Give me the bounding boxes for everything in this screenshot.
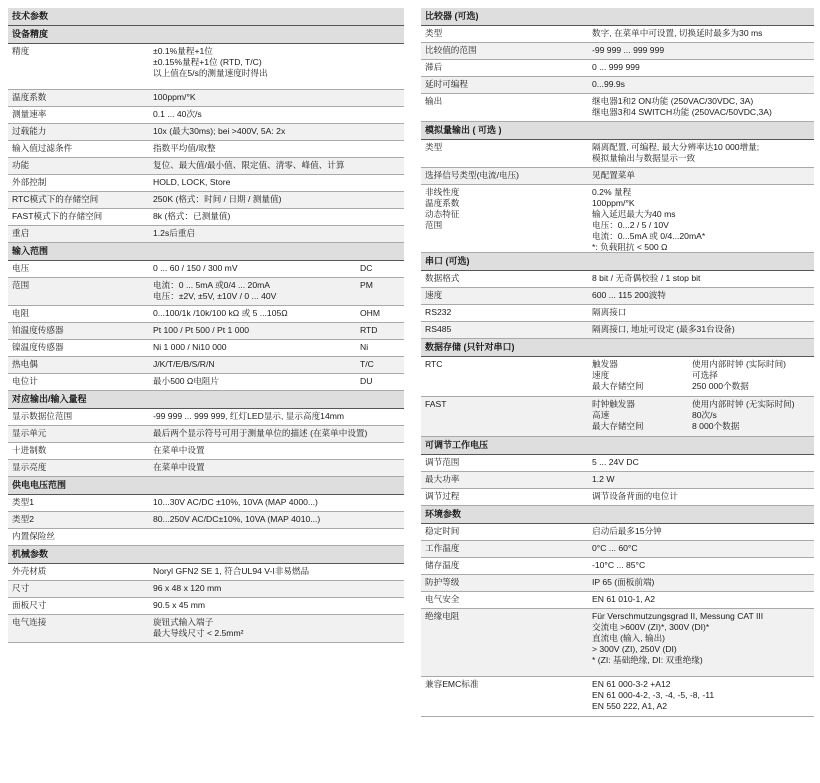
spec-value-line: Pt 100 / Pt 500 / Pt 1 000 bbox=[153, 325, 250, 335]
spec-row bbox=[421, 60, 814, 77]
spec-value-line: 启动后最多15分钟 bbox=[592, 526, 662, 536]
spec-label: 电气安全 bbox=[425, 594, 460, 604]
spec-value-line: 电流：0...5mA 或 0/4...20mA* bbox=[592, 231, 706, 241]
spec-label: 比较值的范围 bbox=[425, 45, 477, 55]
spec-value-line: 0°C ... 60°C bbox=[592, 543, 638, 553]
spec-value-line: -10°C ... 85°C bbox=[592, 560, 646, 570]
spec-unit: Ni bbox=[360, 342, 369, 352]
spec-value-line: 直流电 (输入, 输出) bbox=[592, 633, 666, 643]
spec-label: 尺寸 bbox=[12, 583, 30, 593]
spec-row bbox=[421, 271, 814, 288]
spec-sublabel: 最大存储空间 bbox=[592, 421, 644, 431]
spec-label: RS232 bbox=[425, 307, 452, 317]
spec-value bbox=[592, 594, 814, 605]
spec-label-line: 温度系数 bbox=[425, 198, 460, 208]
spec-value-line: 电压：±2V, ±5V, ±10V / 0 ... 40V bbox=[153, 291, 277, 301]
spec-value-line: EN 61 000-3-2 +A12 bbox=[592, 679, 671, 689]
spec-value-line: -99 999 ... 999 999, 红灯LED显示, 显示高度14mm bbox=[153, 411, 345, 421]
section-header: 设备精度 bbox=[8, 26, 404, 44]
spec-label: 显示单元 bbox=[12, 428, 47, 438]
spec-value-line: 以上值在5/s的测量速度时得出 bbox=[153, 68, 268, 78]
spec-value bbox=[592, 290, 814, 301]
spec-row bbox=[8, 158, 404, 175]
spec-row bbox=[8, 409, 404, 426]
spec-label: 类型1 bbox=[12, 497, 34, 507]
spec-label: 调节范围 bbox=[425, 457, 460, 467]
spec-value-line: 调节设备背面的电位计 bbox=[592, 491, 678, 501]
spec-sublabel: 时钟触发器 bbox=[592, 399, 635, 409]
spec-label-line: 范围 bbox=[425, 220, 443, 230]
spec-value-line: 最大导线尺寸 < 2.5mm² bbox=[153, 628, 244, 638]
spec-value-line: 输入延迟最大为40 ms bbox=[592, 209, 676, 219]
spec-value-line: 1.2 W bbox=[592, 474, 615, 484]
spec-value bbox=[592, 577, 814, 588]
spec-row bbox=[421, 541, 814, 558]
spec-label: RTC bbox=[425, 359, 443, 369]
spec-value bbox=[153, 46, 404, 79]
spec-value bbox=[153, 325, 360, 336]
spec-value-table bbox=[592, 359, 814, 392]
spec-value bbox=[153, 617, 404, 639]
spec-unit: DC bbox=[360, 263, 373, 273]
spec-value-line: 600 ... 115 200波特 bbox=[592, 290, 666, 300]
spec-value bbox=[153, 600, 404, 611]
spec-value-line: 0...100/1k /10k/100 kΩ 或 5 ...105Ω bbox=[153, 308, 288, 318]
spec-value-line: 100ppm/°K bbox=[153, 92, 196, 102]
spec-value-line: * (ZI: 基础绝缘, DI: 双重绝缘) bbox=[592, 655, 703, 665]
spec-value-line: > 300V (ZI), 250V (DI) bbox=[592, 644, 677, 654]
spec-row bbox=[421, 489, 814, 506]
spec-value-line: 在菜单中设置 bbox=[153, 445, 205, 455]
spec-value-line: 8 bit / 无奇偶校验 / 1 stop bit bbox=[592, 273, 701, 283]
spec-value-line: 电流：0 ... 5mA 或0/4 ... 20mA bbox=[153, 280, 271, 290]
spec-unit: PM bbox=[360, 280, 373, 290]
spec-value bbox=[153, 177, 404, 188]
spec-label: 功能 bbox=[12, 160, 30, 170]
spec-value-line: 8k (格式：已测量值) bbox=[153, 211, 231, 221]
spec-value bbox=[153, 280, 360, 302]
spec-value bbox=[153, 109, 404, 120]
spec-value-line: 最后两个显示符号可用于测量单位的描述 (在菜单中设置) bbox=[153, 428, 368, 438]
spec-value-line: ±0.1%量程+1位 bbox=[153, 46, 213, 56]
spec-row bbox=[421, 357, 814, 397]
section-header: 环境参数 bbox=[421, 506, 814, 524]
spec-row bbox=[421, 26, 814, 43]
spec-value-line: 数字, 在菜单中可设置, 切换延时最多为30 ms bbox=[592, 28, 763, 38]
spec-row bbox=[8, 564, 404, 581]
spec-value-line: Für Verschmutzungsgrad II, Messung CAT III bbox=[592, 611, 764, 621]
spec-value-line: 最小500 Ω电阻片 bbox=[153, 376, 220, 386]
spec-value-line: 5 ... 24V DC bbox=[592, 457, 639, 467]
spec-value-line: 0...99.9s bbox=[592, 79, 625, 89]
spec-subcol-value bbox=[692, 399, 814, 432]
spec-value-line: 指数平均值/取整 bbox=[153, 143, 216, 153]
spec-value-line: 电压：0...2 / 5 / 10V bbox=[592, 220, 669, 230]
spec-row bbox=[8, 124, 404, 141]
spec-label: 重启 bbox=[12, 228, 30, 238]
spec-value bbox=[153, 143, 404, 154]
spec-value bbox=[153, 428, 404, 439]
spec-value bbox=[592, 679, 814, 712]
spec-row bbox=[8, 306, 404, 323]
spec-label: 十进制数 bbox=[12, 445, 47, 455]
spec-value bbox=[153, 445, 404, 456]
spec-unit: DU bbox=[360, 376, 373, 386]
spec-label: 镍温度传感器 bbox=[12, 342, 64, 352]
spec-unit: OHM bbox=[360, 308, 381, 318]
spec-value-line: ±0.15%量程+1位 (RTD, T/C) bbox=[153, 57, 262, 67]
spec-value-line: 96 x 48 x 120 mm bbox=[153, 583, 222, 593]
spec-value bbox=[592, 28, 814, 39]
spec-label: 内置保险丝 bbox=[12, 531, 55, 541]
spec-row bbox=[8, 175, 404, 192]
spec-value bbox=[153, 92, 404, 103]
spec-value-line: 10x (最大30ms); bei >400V, 5A: 2x bbox=[153, 126, 286, 136]
spec-label: 滞后 bbox=[425, 62, 443, 72]
spec-row bbox=[421, 288, 814, 305]
spec-value bbox=[153, 228, 404, 239]
spec-label: 类型2 bbox=[12, 514, 34, 524]
spec-sublabel: 高速 bbox=[592, 410, 610, 420]
spec-value bbox=[592, 457, 814, 468]
spec-row bbox=[8, 107, 404, 124]
spec-label: FAST模式下的存储空间 bbox=[12, 211, 103, 221]
spec-value-line: 100ppm/°K bbox=[592, 198, 635, 208]
left-spec-column bbox=[8, 8, 404, 643]
spec-label: 调节过程 bbox=[425, 491, 460, 501]
spec-value bbox=[153, 497, 404, 508]
section-header: 串口 (可选) bbox=[421, 253, 814, 271]
spec-label: 电气连接 bbox=[12, 617, 47, 627]
spec-value-line: 90.5 x 45 mm bbox=[153, 600, 206, 610]
spec-label: 电压 bbox=[12, 263, 30, 273]
spec-row bbox=[421, 524, 814, 541]
spec-label: 延时可编程 bbox=[425, 79, 468, 89]
spec-value bbox=[592, 187, 814, 253]
spec-label: RTC模式下的存储空间 bbox=[12, 194, 99, 204]
spec-row bbox=[421, 609, 814, 677]
spec-value bbox=[592, 526, 814, 537]
spec-value-line: HOLD, LOCK, Store bbox=[153, 177, 231, 187]
spec-row bbox=[8, 443, 404, 460]
spec-value-line: EN 550 222, A1, A2 bbox=[592, 701, 668, 711]
spec-value-line: -99 999 ... 999 999 bbox=[592, 45, 665, 55]
spec-subcol-label bbox=[592, 399, 692, 432]
spec-label: 输出 bbox=[425, 96, 443, 106]
spec-subvalue: 可选择 bbox=[692, 370, 718, 380]
spec-label: 外壳材质 bbox=[12, 566, 47, 576]
spec-value bbox=[592, 142, 814, 164]
spec-label-line: 非线性度 bbox=[425, 187, 460, 197]
spec-label: 最大功率 bbox=[425, 474, 460, 484]
spec-label: 过载能力 bbox=[12, 126, 47, 136]
spec-row bbox=[8, 374, 404, 391]
spec-value bbox=[592, 96, 814, 118]
spec-row bbox=[8, 323, 404, 340]
spec-subvalue: 使用内部时钟 (无实际时间) bbox=[692, 399, 795, 409]
spec-row bbox=[421, 677, 814, 717]
spec-value bbox=[153, 514, 404, 525]
spec-label: FAST bbox=[425, 399, 447, 409]
spec-value bbox=[153, 583, 404, 594]
spec-value bbox=[153, 308, 360, 319]
spec-value-line: J/K/T/E/B/S/R/N bbox=[153, 359, 215, 369]
spec-value-line: *: 负载阻抗 < 500 Ω bbox=[592, 242, 668, 252]
spec-unit: RTD bbox=[360, 325, 378, 335]
spec-label: 数据格式 bbox=[425, 273, 460, 283]
spec-value bbox=[153, 376, 360, 387]
spec-value-line: 隔离配置, 可编程, 最大分辨率达10 000增量; bbox=[592, 142, 760, 152]
spec-row bbox=[8, 460, 404, 477]
spec-label: 稳定时间 bbox=[425, 526, 460, 536]
spec-value-line: 1.2s后重启 bbox=[153, 228, 196, 238]
right-spec-column bbox=[421, 8, 814, 717]
spec-row bbox=[421, 43, 814, 60]
spec-value-line: 0 ... 60 / 150 / 300 mV bbox=[153, 263, 238, 273]
spec-value bbox=[592, 307, 814, 318]
spec-value bbox=[153, 411, 404, 422]
spec-label: 工作温度 bbox=[425, 543, 460, 553]
spec-value bbox=[592, 62, 814, 73]
spec-value-line: Noryl GFN2 SE 1, 符合UL94 V-I非易燃品 bbox=[153, 566, 310, 576]
spec-label: 测量速率 bbox=[12, 109, 47, 119]
spec-label: 热电偶 bbox=[12, 359, 38, 369]
spec-value-line: Ni 1 000 / Ni10 000 bbox=[153, 342, 227, 352]
spec-value bbox=[592, 45, 814, 56]
spec-value bbox=[153, 462, 404, 473]
spec-label: 速度 bbox=[425, 290, 443, 300]
section-header: 可调节工作电压 bbox=[421, 437, 814, 455]
spec-value-line: IP 65 (面板前端) bbox=[592, 577, 655, 587]
spec-value-line: 10...30V AC/DC ±10%, 10VA (MAP 4000...) bbox=[153, 497, 318, 507]
spec-row bbox=[421, 77, 814, 94]
section-header: 模拟量输出 ( 可选 ) bbox=[421, 122, 814, 140]
section-header: 对应输出/输入量程 bbox=[8, 391, 404, 409]
spec-subvalue: 使用内部时钟 (实际时间) bbox=[692, 359, 787, 369]
spec-value-line: 0 ... 999 999 bbox=[592, 62, 640, 72]
spec-row bbox=[8, 581, 404, 598]
spec-row bbox=[8, 340, 404, 357]
spec-sublabel: 最大存储空间 bbox=[592, 381, 644, 391]
spec-row bbox=[421, 575, 814, 592]
spec-value-line: 在菜单中设置 bbox=[153, 462, 205, 472]
spec-row bbox=[421, 472, 814, 489]
spec-row bbox=[421, 168, 814, 185]
spec-label: 温度系数 bbox=[12, 92, 47, 102]
section-header: 比较器 (可选) bbox=[421, 8, 814, 26]
spec-row bbox=[421, 592, 814, 609]
spec-value-line: 继电器3和4 SWITCH功能 (250VAC/50VDC,3A) bbox=[592, 107, 772, 117]
spec-row bbox=[8, 357, 404, 374]
spec-unit: T/C bbox=[360, 359, 374, 369]
spec-row bbox=[8, 226, 404, 243]
spec-label: 外部控制 bbox=[12, 177, 47, 187]
spec-value-line: 旋钮式输入端子 bbox=[153, 617, 214, 627]
spec-row bbox=[8, 192, 404, 209]
spec-value bbox=[592, 79, 814, 90]
spec-value-line: EN 61 010-1, A2 bbox=[592, 594, 656, 604]
spec-row bbox=[421, 397, 814, 437]
spec-value bbox=[592, 611, 814, 666]
spec-value-line: 模拟量输出与数据显示一致 bbox=[592, 153, 696, 163]
spec-label: 精度 bbox=[12, 46, 30, 56]
spec-subvalue: 80次/s bbox=[692, 410, 717, 420]
spec-value bbox=[153, 126, 404, 137]
section-header: 技术参数 bbox=[8, 8, 404, 26]
spec-value bbox=[592, 560, 814, 571]
spec-value bbox=[153, 211, 404, 222]
spec-value-line: 见配置菜单 bbox=[592, 170, 635, 180]
spec-label: 显示数据位范围 bbox=[12, 411, 73, 421]
spec-row bbox=[421, 305, 814, 322]
spec-subcol-label bbox=[592, 359, 692, 392]
spec-label: 范围 bbox=[12, 280, 30, 290]
spec-row bbox=[8, 426, 404, 443]
spec-row bbox=[421, 558, 814, 575]
spec-row bbox=[8, 615, 404, 643]
spec-value-line: 0.2% 量程 bbox=[592, 187, 632, 197]
spec-row bbox=[421, 455, 814, 472]
spec-value bbox=[153, 160, 404, 171]
spec-row bbox=[421, 322, 814, 339]
spec-label: 铂温度传感器 bbox=[12, 325, 64, 335]
spec-label: 储存温度 bbox=[425, 560, 460, 570]
spec-label: 兼容EMC标准 bbox=[425, 679, 479, 689]
spec-sublabel: 速度 bbox=[592, 370, 610, 380]
spec-row bbox=[8, 529, 404, 546]
spec-value bbox=[153, 342, 360, 353]
spec-row bbox=[8, 261, 404, 278]
section-header: 输入范围 bbox=[8, 243, 404, 261]
spec-row bbox=[421, 185, 814, 253]
spec-label: 显示亮度 bbox=[12, 462, 47, 472]
spec-value bbox=[153, 194, 404, 205]
spec-value-line: 隔离接口, 地址可设定 (最多31台设备) bbox=[592, 324, 735, 334]
spec-value-line: 250K (格式：时间 / 日期 / 测量值) bbox=[153, 194, 282, 204]
spec-value bbox=[592, 273, 814, 284]
spec-label bbox=[425, 187, 592, 231]
spec-label: 防护等级 bbox=[425, 577, 460, 587]
spec-value-line: 交流电 >600V (ZI)*, 300V (DI)* bbox=[592, 622, 710, 632]
spec-value bbox=[592, 170, 814, 181]
spec-subvalue: 8 000个数据 bbox=[692, 421, 740, 431]
spec-row bbox=[8, 44, 404, 90]
spec-value-line: EN 61 000-4-2, -3, -4, -5, -8, -11 bbox=[592, 690, 715, 700]
spec-label: 类型 bbox=[425, 28, 443, 38]
spec-row bbox=[8, 90, 404, 107]
spec-label: 输入值过滤条件 bbox=[12, 143, 73, 153]
spec-value bbox=[592, 543, 814, 554]
spec-label: 绝缘电阻 bbox=[425, 611, 460, 621]
spec-sublabel: 触发器 bbox=[592, 359, 618, 369]
spec-label: 选择信号类型(电流/电压) bbox=[425, 170, 520, 180]
spec-value bbox=[592, 491, 814, 502]
spec-label: 电阻 bbox=[12, 308, 30, 318]
spec-row bbox=[421, 94, 814, 122]
spec-value-table bbox=[592, 399, 814, 432]
spec-row bbox=[8, 598, 404, 615]
spec-value-line: 复位、最大值/最小值、限定值、清零、峰值、计算 bbox=[153, 160, 345, 170]
spec-value-line: 继电器1和2 ON功能 (250VAC/30VDC, 3A) bbox=[592, 96, 754, 106]
spec-value-line: 隔离接口 bbox=[592, 307, 627, 317]
spec-label: RS485 bbox=[425, 324, 452, 334]
spec-value bbox=[592, 474, 814, 485]
section-header: 供电电压范围 bbox=[8, 477, 404, 495]
spec-row bbox=[8, 141, 404, 158]
spec-label: 面板尺寸 bbox=[12, 600, 47, 610]
spec-subvalue: 250 000个数据 bbox=[692, 381, 749, 391]
spec-value bbox=[153, 566, 404, 577]
spec-label: 类型 bbox=[425, 142, 443, 152]
spec-value bbox=[153, 359, 360, 370]
spec-value bbox=[153, 263, 360, 274]
spec-row bbox=[8, 495, 404, 512]
section-header: 数据存储 (只针对串口) bbox=[421, 339, 814, 357]
spec-value-line: 80...250V AC/DC±10%, 10VA (MAP 4010...) bbox=[153, 514, 321, 524]
section-header: 机械参数 bbox=[8, 546, 404, 564]
spec-label: 电位计 bbox=[12, 376, 38, 386]
spec-row bbox=[8, 278, 404, 306]
spec-row bbox=[421, 140, 814, 168]
spec-row bbox=[8, 209, 404, 226]
spec-row bbox=[8, 512, 404, 529]
spec-value-line: 0.1 ... 40次/s bbox=[153, 109, 202, 119]
spec-label-line: 动态特征 bbox=[425, 209, 460, 219]
spec-subcol-value bbox=[692, 359, 814, 392]
spec-value bbox=[592, 324, 814, 335]
